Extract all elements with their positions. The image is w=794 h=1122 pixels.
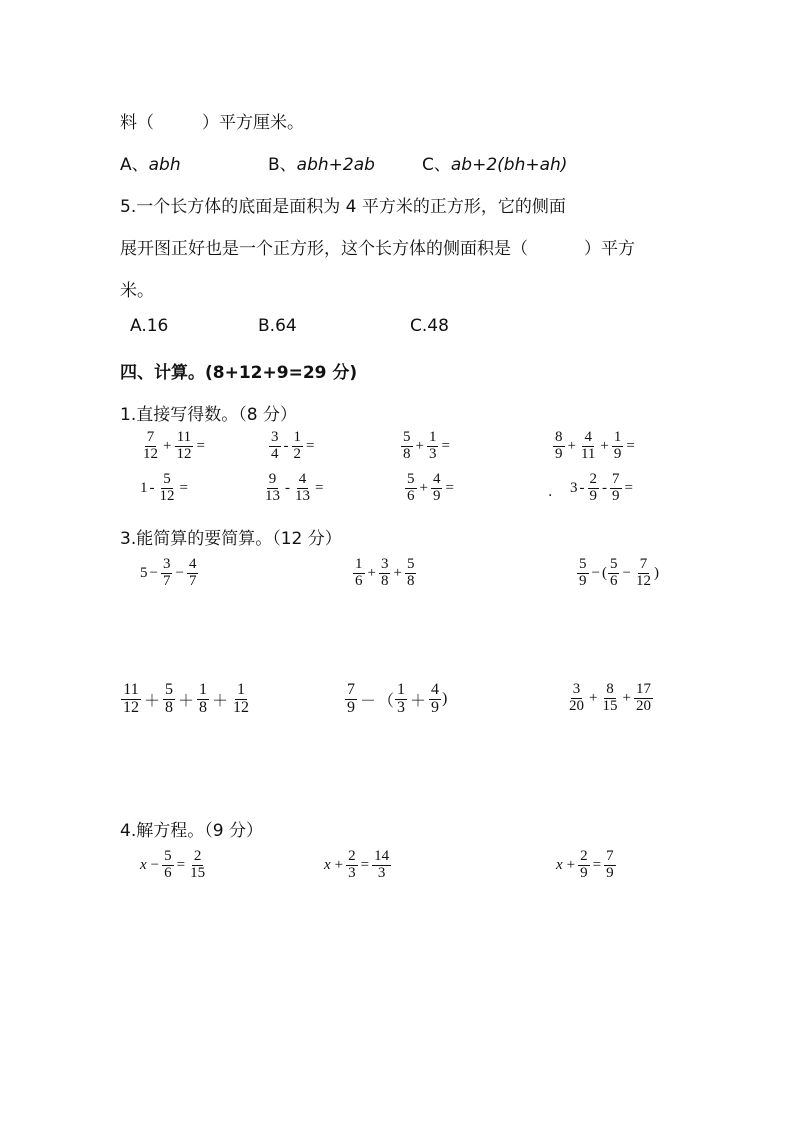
numerator: 5 xyxy=(403,429,411,445)
section-title: 四、计算。(8+12+9=29 分) xyxy=(120,363,358,383)
right-paren: ) xyxy=(442,690,448,708)
numerator: 8 xyxy=(555,429,563,445)
equation-3[interactable] xyxy=(556,849,617,882)
fraction xyxy=(401,430,413,463)
right-paren: ) xyxy=(653,564,659,581)
simplify-4[interactable] xyxy=(120,682,252,717)
plus-sign: ＋ xyxy=(144,692,161,710)
q4-option-b[interactable] xyxy=(268,150,375,175)
q4-continuation xyxy=(120,108,304,133)
denominator: 6 xyxy=(164,864,172,881)
option-prefix: B、 xyxy=(268,155,297,175)
fraction xyxy=(161,557,173,590)
plus-sign: + xyxy=(393,564,402,581)
plus-sign: + xyxy=(566,856,576,873)
fraction xyxy=(163,682,175,717)
denominator: 13 xyxy=(265,487,280,504)
minus-sign: − xyxy=(591,564,600,581)
numerator: 17 xyxy=(635,681,651,697)
plus-sign: + xyxy=(163,437,172,454)
denominator: 15 xyxy=(190,864,206,881)
equation-1[interactable] xyxy=(140,849,208,882)
numerator: 1 xyxy=(199,681,208,698)
denominator: 20 xyxy=(569,697,584,714)
numerator: 5 xyxy=(407,471,415,487)
fraction xyxy=(158,472,177,505)
numerator: 1 xyxy=(293,429,301,445)
fraction xyxy=(345,682,357,717)
whole-number: 3 xyxy=(570,479,578,496)
numerator: 7 xyxy=(639,556,648,572)
numerator: 4 xyxy=(431,681,440,698)
q5-line1: 5.一个长方体的底面是面积为 4 平方米的正方形，它的侧面 xyxy=(120,197,566,217)
denominator: 8 xyxy=(406,572,415,589)
part3-title: 3.能简算的要简算。（12 分） xyxy=(120,529,342,549)
equals-sign: = xyxy=(624,479,633,496)
equals-sign: = xyxy=(196,437,205,454)
plus-sign: + xyxy=(415,437,424,454)
numerator: 4 xyxy=(188,556,197,572)
fraction xyxy=(634,557,653,590)
simplify-1[interactable] xyxy=(140,557,199,590)
denominator: 8 xyxy=(165,698,174,716)
denominator: 12 xyxy=(159,487,175,504)
denominator: 12 xyxy=(123,698,139,716)
expr-1-1[interactable] xyxy=(140,430,207,463)
fraction xyxy=(612,430,624,463)
q4-option-c[interactable] xyxy=(422,150,567,175)
denominator: 13 xyxy=(295,487,310,504)
denominator: 9 xyxy=(612,487,620,504)
plus-sign: + xyxy=(600,437,609,454)
denominator: 9 xyxy=(613,445,622,462)
fraction xyxy=(346,849,358,882)
equals-sign: = xyxy=(592,856,602,873)
numerator: 1 xyxy=(428,429,437,445)
numerator: 7 xyxy=(612,471,620,487)
fraction xyxy=(187,557,199,590)
denominator: 9 xyxy=(580,864,588,881)
numerator: 3 xyxy=(380,556,389,572)
variable-x: x xyxy=(324,856,331,873)
q5-option-c[interactable]: C.48 xyxy=(410,316,449,336)
denominator: 9 xyxy=(347,698,355,716)
denominator: 6 xyxy=(407,487,415,504)
numerator: 2 xyxy=(348,848,356,864)
simplify-3[interactable] xyxy=(576,557,659,590)
fraction xyxy=(405,472,417,505)
q5-line2-a: 展开图正好也是一个正方形，这个长方体的侧面积是（ xyxy=(120,239,528,259)
equals-sign: = xyxy=(306,437,315,454)
plus-sign: ＋ xyxy=(410,692,427,710)
fraction xyxy=(263,472,282,505)
fraction xyxy=(292,430,304,463)
numerator: 3 xyxy=(162,556,171,572)
denominator: 20 xyxy=(635,697,651,714)
denominator: 9 xyxy=(589,487,597,504)
q5-line3: 米。 xyxy=(120,281,154,301)
plus-sign: + xyxy=(567,437,576,454)
numerator: 5 xyxy=(165,681,174,698)
q5-line2-b: ）平方 xyxy=(584,239,635,259)
fraction xyxy=(395,682,407,717)
fraction xyxy=(379,557,391,590)
denominator: 12 xyxy=(233,698,250,716)
minus-sign: − xyxy=(150,856,160,873)
fraction xyxy=(121,682,141,717)
fraction xyxy=(567,682,586,715)
numerator: 2 xyxy=(193,848,202,864)
option-prefix: C、 xyxy=(422,155,451,175)
whole-number: 1 xyxy=(140,479,148,496)
fraction xyxy=(405,557,417,590)
denominator: 3 xyxy=(428,445,437,462)
denominator: 6 xyxy=(609,572,618,589)
minus-sign: − xyxy=(622,564,631,581)
denominator: 3 xyxy=(377,864,386,881)
q5-option-b[interactable]: B.64 xyxy=(258,316,297,336)
fraction xyxy=(577,557,589,590)
fraction xyxy=(269,430,281,463)
denominator: 7 xyxy=(162,572,171,589)
numerator: 1 xyxy=(355,556,363,572)
numerator: 11 xyxy=(176,429,192,445)
minus-sign: − xyxy=(149,564,158,581)
numerator: 5 xyxy=(163,471,171,487)
denominator: 4 xyxy=(271,445,279,462)
fraction xyxy=(372,849,391,882)
denominator: 8 xyxy=(199,698,208,716)
fraction xyxy=(293,472,312,505)
numerator: 8 xyxy=(606,681,614,697)
expr-1-4[interactable] xyxy=(552,430,637,463)
q4-option-a[interactable] xyxy=(120,150,181,175)
denominator: 12 xyxy=(635,572,651,589)
minus-sign: − xyxy=(175,564,184,581)
simplify-5[interactable] xyxy=(344,682,447,717)
denominator: 12 xyxy=(176,445,192,462)
equals-sign: = xyxy=(441,437,450,454)
fraction xyxy=(578,849,590,882)
minus-sign: － xyxy=(360,692,377,710)
fraction xyxy=(353,557,365,590)
fraction xyxy=(231,682,251,717)
equals-sign: = xyxy=(315,479,324,496)
numerator: 9 xyxy=(268,471,277,487)
numerator: 1 xyxy=(613,429,622,445)
numerator: 4 xyxy=(298,471,307,487)
numerator: 11 xyxy=(123,681,139,698)
fraction xyxy=(427,430,439,463)
denominator: 3 xyxy=(348,864,356,881)
fraction xyxy=(588,472,600,505)
fraction xyxy=(174,430,193,463)
denominator: 9 xyxy=(606,864,614,881)
fraction xyxy=(141,430,160,463)
numerator: 2 xyxy=(589,471,597,487)
simplify-2[interactable] xyxy=(352,557,417,590)
numerator: 4 xyxy=(432,471,441,487)
fraction xyxy=(634,682,653,715)
option-prefix: A、 xyxy=(120,155,149,175)
expr-1-3[interactable] xyxy=(400,430,452,463)
expr-1-2[interactable] xyxy=(268,430,316,463)
numerator: 14 xyxy=(374,848,390,864)
stray-dot: . xyxy=(548,484,553,500)
plus-sign: ＋ xyxy=(178,692,195,710)
equals-sign: = xyxy=(176,856,186,873)
fraction xyxy=(431,472,443,505)
plus-sign: + xyxy=(334,856,344,873)
denominator: 9 xyxy=(555,445,563,462)
left-paren: ( xyxy=(601,564,607,581)
plus-sign: + xyxy=(419,479,428,496)
numerator: 3 xyxy=(572,681,581,697)
minus-sign: - xyxy=(579,479,585,496)
expr-1-6[interactable] xyxy=(262,472,325,505)
fraction xyxy=(604,849,616,882)
part4-title: 4.解方程。（9 分） xyxy=(120,821,263,841)
denominator: 9 xyxy=(432,487,441,504)
numerator: 5 xyxy=(406,556,415,572)
fraction xyxy=(579,430,597,463)
numerator: 5 xyxy=(164,848,172,864)
numerator: 3 xyxy=(271,429,279,445)
numerator: 1 xyxy=(397,681,406,698)
expr-1-7[interactable] xyxy=(404,472,456,505)
variable-x: x xyxy=(556,856,563,873)
denominator: 11 xyxy=(580,445,596,462)
part1-title: 1.直接写得数。（8 分） xyxy=(120,405,297,425)
minus-sign: - xyxy=(149,479,155,496)
numerator: 7 xyxy=(146,429,155,445)
minus-sign: - xyxy=(285,479,290,496)
option-expr: abh xyxy=(148,155,181,175)
denominator: 8 xyxy=(380,572,389,589)
fraction xyxy=(608,557,620,590)
denominator: 12 xyxy=(143,445,158,462)
whole-number: 5 xyxy=(140,564,148,581)
equals-sign: = xyxy=(445,479,454,496)
fraction xyxy=(553,430,565,463)
fraction xyxy=(600,682,619,715)
option-expr: ab+2(bh+ah) xyxy=(450,155,568,175)
numerator: 5 xyxy=(579,556,587,572)
minus-sign: - xyxy=(602,479,607,496)
fraction xyxy=(429,682,441,717)
equals-sign: = xyxy=(626,437,635,454)
left-paren: （ xyxy=(378,692,395,710)
q5-option-a[interactable]: A.16 xyxy=(130,316,169,336)
denominator: 6 xyxy=(355,572,363,589)
plus-sign: + xyxy=(622,689,631,706)
expr-1-8[interactable] xyxy=(570,472,635,505)
denominator: 8 xyxy=(403,445,411,462)
expr-1-5[interactable] xyxy=(140,472,190,505)
denominator: 9 xyxy=(431,698,440,716)
q5-line2 xyxy=(120,234,635,259)
simplify-6[interactable] xyxy=(566,682,654,715)
numerator: 7 xyxy=(606,848,614,864)
minus-sign: - xyxy=(283,437,289,454)
numerator: 2 xyxy=(580,848,588,864)
numerator: 5 xyxy=(609,556,618,572)
plus-sign: + xyxy=(367,564,376,581)
q4-text-b: ）平方厘米。 xyxy=(202,113,304,133)
plus-sign: ＋ xyxy=(212,692,229,710)
option-expr: abh+2ab xyxy=(296,155,375,175)
equals-sign: = xyxy=(179,479,188,496)
numerator: 1 xyxy=(237,681,246,698)
fraction xyxy=(162,849,174,882)
denominator: 7 xyxy=(188,572,197,589)
numerator: 4 xyxy=(584,429,592,445)
equals-sign: = xyxy=(360,856,370,873)
plus-sign: + xyxy=(589,689,598,706)
q4-text-a: 料（ xyxy=(120,113,154,133)
denominator: 3 xyxy=(397,698,406,716)
denominator: 15 xyxy=(602,697,618,714)
equation-2[interactable] xyxy=(324,849,392,882)
fraction xyxy=(188,849,207,882)
variable-x: x xyxy=(140,856,147,873)
denominator: 2 xyxy=(293,445,301,462)
fraction xyxy=(610,472,622,505)
fraction xyxy=(197,682,209,717)
denominator: 9 xyxy=(579,572,587,589)
numerator: 7 xyxy=(347,681,355,698)
